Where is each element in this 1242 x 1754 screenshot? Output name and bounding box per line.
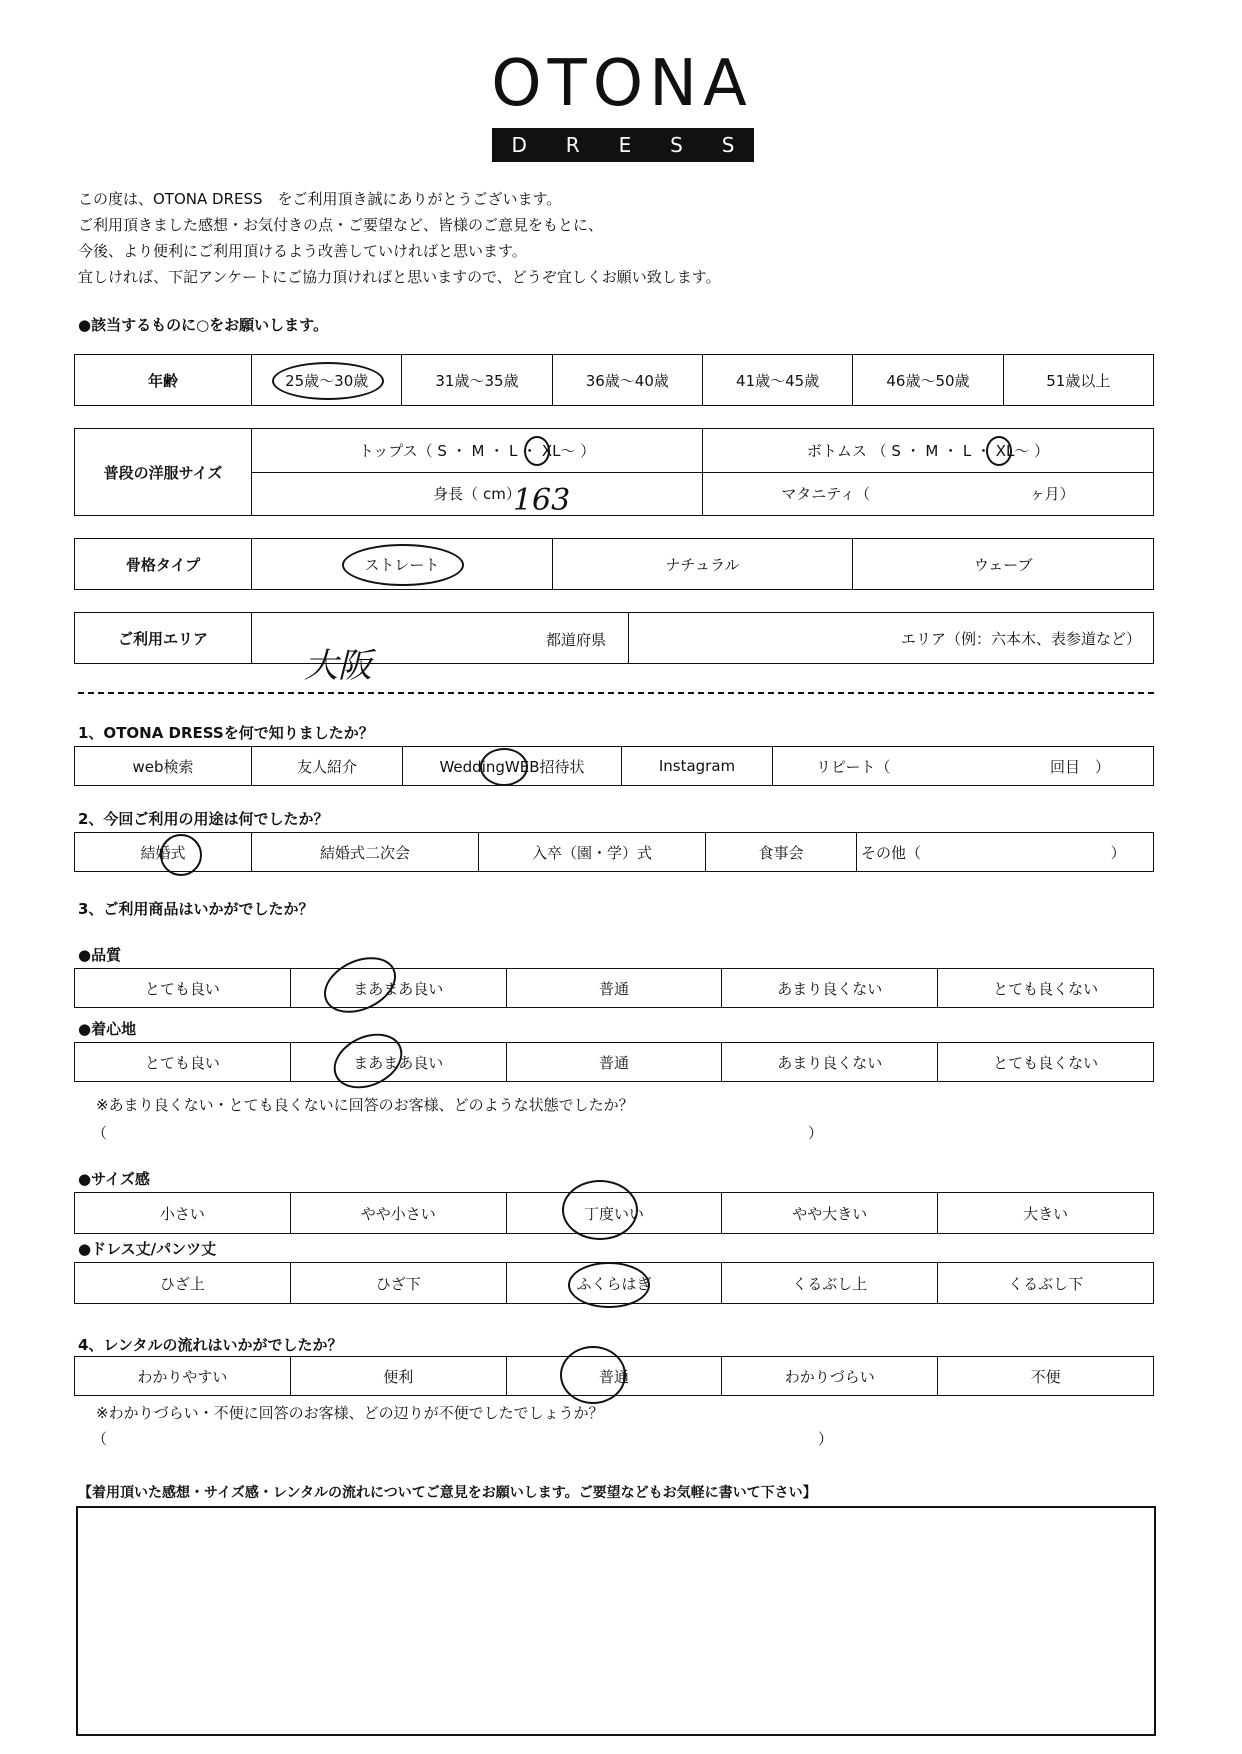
intro-line: この度は、OTONA DRESS をご利用頂き誠にありがとうございます。 <box>78 190 562 208</box>
maternity-suffix: ヶ月） <box>1029 485 1075 504</box>
q3-title: 3、ご利用商品はいかがでしたか？ <box>78 900 314 918</box>
logo-letter: S <box>670 133 683 157</box>
body-type-option[interactable]: ストレート <box>252 539 553 590</box>
body-type-table <box>74 538 1154 590</box>
age-option[interactable]: 31歳～35歳 <box>402 355 552 406</box>
comments-box[interactable] <box>76 1506 1156 1736</box>
length-option[interactable]: くるぶし下 <box>938 1263 1154 1304</box>
logo-letter: R <box>565 133 580 157</box>
quality-option[interactable]: あまり良くない <box>722 969 938 1008</box>
q1-repeat-field[interactable] <box>773 747 1154 786</box>
height-field[interactable] <box>252 472 703 519</box>
area-hint-field[interactable]: エリア（例：六本木、表参道など） <box>629 613 1154 664</box>
fit-option[interactable]: やや大きい <box>722 1193 938 1234</box>
height-value: 163 <box>512 483 571 519</box>
area-table <box>74 612 1154 686</box>
q4-option[interactable]: 不便 <box>938 1357 1154 1396</box>
maternity-field[interactable] <box>703 472 1154 516</box>
age-option[interactable]: 51歳以上 <box>1003 355 1153 406</box>
area-label: ご利用エリア <box>75 613 252 664</box>
comfort-note: ※あまり良くない・とても良くないに回答のお客様、どのような状態でしたか？ <box>96 1096 634 1114</box>
q2-option[interactable]: 入卒（園・学）式 <box>479 833 706 872</box>
logo-wordmark: OTONA <box>491 47 753 121</box>
comfort-label: ●着心地 <box>78 1020 137 1038</box>
quality-table <box>74 968 1154 1008</box>
length-label: ●ドレス丈/パンツ丈 <box>78 1240 217 1258</box>
q2-option[interactable]: 結婚式 <box>75 833 252 872</box>
age-option[interactable]: 36歳～40歳 <box>552 355 702 406</box>
fit-option[interactable]: 大きい <box>938 1193 1154 1234</box>
selection-circle <box>325 1023 411 1099</box>
q2-option[interactable]: 結婚式二次会 <box>252 833 479 872</box>
section-divider <box>78 692 1154 694</box>
prefecture-suffix: 都道府県 <box>545 631 606 649</box>
length-option[interactable]: ひざ下 <box>290 1263 506 1304</box>
prefecture-value: 大阪 <box>304 646 372 686</box>
q4-option[interactable]: 普通 <box>506 1357 722 1396</box>
q2-option[interactable]: 食事会 <box>706 833 857 872</box>
fit-option[interactable]: 小さい <box>75 1193 291 1234</box>
age-option[interactable]: 46歳～50歳 <box>853 355 1003 406</box>
quality-option[interactable]: とても良い <box>75 969 291 1008</box>
logo-letter: D <box>511 133 527 157</box>
comfort-option[interactable]: まあまあ良い <box>290 1043 506 1082</box>
profile-instruction: ●該当するものに○をお願いします。 <box>78 316 328 334</box>
q4-note: ※わかりづらい・不便に回答のお客様、どの辺りが不便でしたでしょうか？ <box>96 1404 604 1422</box>
selection-circle <box>560 1346 626 1404</box>
comfort-option[interactable]: あまり良くない <box>722 1043 938 1082</box>
comfort-reason-open: （ <box>92 1124 108 1142</box>
q4-option[interactable]: わかりやすい <box>75 1357 291 1396</box>
fit-option[interactable]: やや小さい <box>290 1193 506 1234</box>
intro-line: 今後、より便利にご利用頂けるよう改善していければと思います。 <box>78 242 527 260</box>
body-type-option[interactable]: ウェーブ <box>853 539 1154 590</box>
intro-line: 宜しければ、下記アンケートにご協力頂ければと思いますので、どうぞ宜しくお願い致します。 <box>78 268 721 286</box>
body-type-label: 骨格タイプ <box>75 539 252 590</box>
comfort-reason-close: ） <box>808 1124 824 1142</box>
repeat-prefix: リピート（ <box>816 757 891 776</box>
tops-size-field[interactable]: トップス（ S ・ M ・ L ・ XL～ ） <box>252 429 703 473</box>
age-table <box>74 354 1154 406</box>
length-option[interactable]: くるぶし上 <box>722 1263 938 1304</box>
selection-circle <box>524 436 550 466</box>
other-suffix: ） <box>1110 843 1126 862</box>
age-option[interactable]: 25歳～30歳 <box>252 355 402 406</box>
quality-option[interactable]: 普通 <box>506 969 722 1008</box>
selection-circle <box>480 748 528 786</box>
q1-option[interactable]: Instagram <box>622 747 773 786</box>
fit-label: ●サイズ感 <box>78 1170 150 1188</box>
q4-option[interactable]: 便利 <box>290 1357 506 1396</box>
selection-circle <box>568 1262 650 1308</box>
selection-circle <box>562 1180 638 1240</box>
comfort-table <box>74 1042 1154 1082</box>
prefecture-field[interactable] <box>252 613 629 686</box>
comfort-option[interactable]: 普通 <box>506 1043 722 1082</box>
q4-option[interactable]: わかりづらい <box>722 1357 938 1396</box>
selection-circle <box>986 436 1012 466</box>
body-type-option[interactable]: ナチュラル <box>552 539 853 590</box>
length-option[interactable]: ふくらはぎ <box>506 1263 722 1304</box>
maternity-prefix: マタニティ（ <box>781 485 871 504</box>
selection-circle <box>160 834 202 876</box>
logo-letter: S <box>721 133 735 157</box>
repeat-suffix: 回目 ） <box>1049 757 1110 776</box>
selection-circle <box>315 946 405 1023</box>
length-option[interactable]: ひざ上 <box>75 1263 291 1304</box>
q1-option[interactable]: web検索 <box>75 747 252 786</box>
height-prefix: 身長（ <box>433 485 479 504</box>
comfort-option[interactable]: とても良くない <box>938 1043 1154 1082</box>
q1-option[interactable]: 友人紹介 <box>252 747 403 786</box>
q2-other-field[interactable] <box>857 833 1154 872</box>
intro-line: ご利用頂きました感想・お気付きの点・ご要望など、皆様のご意見をもとに、 <box>78 216 604 234</box>
selection-circle <box>272 362 384 400</box>
q4-reason-close: ） <box>818 1430 834 1448</box>
fit-option[interactable]: 丁度いい <box>506 1193 722 1234</box>
q1-option[interactable]: WeddingWEB招待状 <box>403 747 622 786</box>
logo-letter: E <box>618 133 632 157</box>
age-label: 年齢 <box>75 355 252 406</box>
q4-title: 4、レンタルの流れはいかがでしたか？ <box>78 1336 343 1354</box>
q1-title: 1、OTONA DRESSを何で知りましたか？ <box>78 724 374 742</box>
q2-table <box>74 832 1154 872</box>
quality-option[interactable]: とても良くない <box>938 969 1154 1008</box>
comfort-option[interactable]: とても良い <box>75 1043 291 1082</box>
height-suffix: cm） <box>482 485 521 504</box>
q1-table <box>74 746 1154 786</box>
comments-title: 【着用頂いた感想・サイズ感・レンタルの流れについてご意見をお願いします。ご要望などもお気軽に書いて下さい】 <box>78 1485 817 1501</box>
bottoms-size-field[interactable]: ボトムス （ S ・ M ・ L ・ XL～ ） <box>703 429 1154 473</box>
size-label: 普段の洋服サイズ <box>75 429 252 516</box>
q2-title: 2、今回ご利用の用途は何でしたか？ <box>78 810 329 828</box>
selection-circle <box>342 544 464 586</box>
logo-subtitle-bar <box>492 128 754 162</box>
q4-reason-open: （ <box>92 1430 108 1448</box>
quality-label: ●品質 <box>78 946 122 964</box>
age-option[interactable]: 41歳～45歳 <box>702 355 852 406</box>
other-prefix: その他（ <box>861 843 922 862</box>
quality-option[interactable]: まあまあ良い <box>290 969 506 1008</box>
